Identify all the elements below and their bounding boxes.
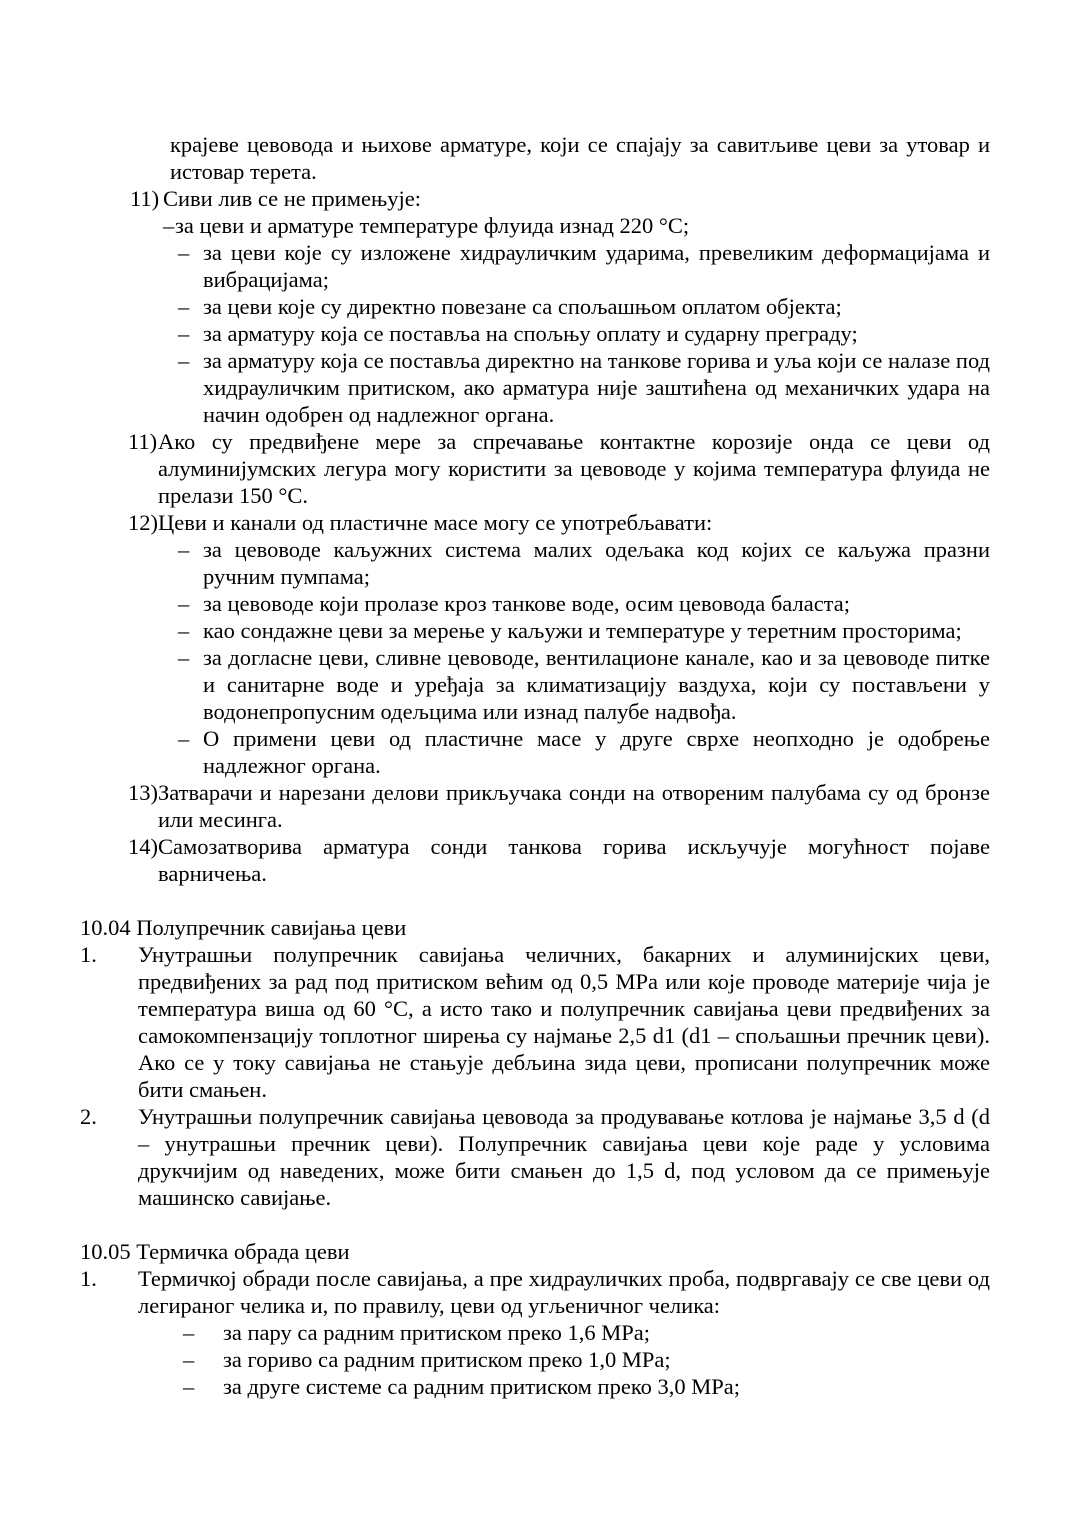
- item-text: за арматуру која се поставља на спољњу оплату и сударну преграду;: [203, 321, 858, 346]
- list-item-14-self-closing-fittings: [80, 833, 990, 887]
- sub-item-pipes-220c: [80, 212, 990, 239]
- paragraph-continuation: крајеве цевовода и њихове арматуре, који се спајају за савитљиве цеви за утовар и истовар терета.: [170, 132, 990, 184]
- item-text: Самозатворива арматура сонди танкова горива искључује могућност појаве варничења.: [158, 834, 990, 886]
- item-number: 2.: [80, 1104, 97, 1129]
- sub-item-sounding-pipes: [80, 617, 990, 644]
- item-text: Ако су предвиђене мере за спречавање контактне корозије онда се цеви од алуминијумских легура могу користити за цевоводе у којима температура флуида не прелази 150 °C.: [158, 429, 990, 508]
- sub-item-hydraulic-shocks: [80, 239, 990, 293]
- item-text: О примени цеви од пластичне масе у друге сврхе неопходно је одобрење надлежног органа.: [203, 726, 990, 778]
- item-text: као сондажне цеви за мерење у каљужи и температуре у теретним просторима;: [203, 618, 962, 643]
- item-text: за цеви које су изложене хидрауличким ударима, превеликим деформацијама и вибрацијама;: [203, 240, 990, 292]
- item-number: 14): [128, 834, 158, 859]
- item-text: за цеви које су директно повезане са спољашњом оплатом објекта;: [203, 294, 842, 319]
- item-number: 12): [128, 510, 158, 535]
- dash-marker: –: [178, 321, 190, 346]
- item-number: 11): [130, 186, 160, 211]
- list-item-11-gray-cast-iron: [80, 185, 990, 212]
- list-item-12-plastic-pipes: [80, 509, 990, 536]
- dash-marker: –: [183, 1374, 195, 1399]
- item-number: 13): [128, 780, 158, 805]
- sub-item-other-systems-pressure: [80, 1373, 990, 1400]
- item-text: за догласне цеви, сливне цевоводе, вентилационе канале, као и за цевоводе питке и санитарне воде и уређаја за климатизацију ваздуха, који су постављени у водонепропусним одељцима или изнад палубе надвођа.: [203, 645, 990, 724]
- sub-item-water-tanks: [80, 590, 990, 617]
- item-text: за цевоводе који пролазе кроз танкове воде, осим цевовода баласта;: [203, 591, 851, 616]
- item-text: Унутрашњи полупречник савијања челичних, бакарних и алуминијских цеви, предвиђених за рад под притиском већим од 0,5 MPa или које проводе материје чија је температура виша од 60 °C, а исто тако и полупречник савијања цеви предвиђених за самокомпензацију топлотног ширења су најмање 2,5 d1 (d1 – спољашњи пречник цеви). Ако се у току савијања не стањује дебљина зида цеви, прописани полупречник може бити смањен.: [138, 942, 990, 1102]
- sub-item-fuel-pressure: [80, 1346, 990, 1373]
- dash-marker: –: [178, 240, 190, 265]
- item-number: 11): [128, 429, 158, 454]
- page-content: [80, 131, 990, 1400]
- item-text: Цеви и канали од пластичне масе могу се употребљавати:: [158, 510, 713, 535]
- item-text: за друге системе са радним притиском преко 3,0 MPa;: [223, 1374, 740, 1399]
- sub-item-steam-pressure: [80, 1319, 990, 1346]
- item-text: за гориво са радним притиском преко 1,0 MPa;: [223, 1347, 671, 1372]
- section-heading-10-04: 10.04 Полупречник савијања цеви: [80, 915, 407, 940]
- item-text: Унутрашњи полупречник савијања цевовода за продувавање котлова је најмање 3,5 d (d – унутрашњи пречник цеви). Полупречник савијања цеви које раде у условима друкчијим од наведених, може бити смањен до 1,5 d, под условом да се примењује машинско савијање.: [138, 1104, 990, 1210]
- section-10-04-item-2: [80, 1103, 990, 1211]
- dash-marker: –: [178, 348, 190, 373]
- dash-marker: –: [178, 726, 190, 751]
- sub-item-other-uses-approval: [80, 725, 990, 779]
- dash-marker: –: [178, 294, 190, 319]
- section-10-04-item-1: [80, 941, 990, 1103]
- dash-marker: –: [163, 213, 175, 238]
- sub-item-bilge-systems: [80, 536, 990, 590]
- item-text: за цевоводе каљужних система малих одељака код којих се каљужа празни ручним пумпама;: [203, 537, 990, 589]
- item-number: 1.: [80, 942, 97, 967]
- item-text: Термичкој обради после савијања, а пре хидрауличких проба, подвргавају се све цеви од легираног челика и, по правилу, цеви од угљеничног челика:: [138, 1266, 990, 1318]
- sub-item-collision-bulkhead: [80, 320, 990, 347]
- section-heading-10-05: 10.05 Термичка обрада цеви: [80, 1239, 350, 1264]
- dash-marker: –: [183, 1347, 195, 1372]
- sub-item-outer-plating: [80, 293, 990, 320]
- item-number: 1.: [80, 1266, 97, 1291]
- list-item-13-bronze-brass: [80, 779, 990, 833]
- item-text: Сиви лив се не примењује:: [163, 186, 421, 211]
- section-10-05-item-1: [80, 1265, 990, 1319]
- item-text: за цеви и арматуре температуре флуида изнад 220 °C;: [175, 213, 690, 238]
- dash-marker: –: [178, 645, 190, 670]
- item-text: Затварачи и нарезани делови прикључака сонди на отвореним палубама су од бронзе или месинга.: [158, 780, 990, 832]
- item-text: за пару са радним притиском преко 1,6 MPa;: [223, 1320, 650, 1345]
- item-text: за арматуру која се поставља директно на танкове горива и уља који се налазе под хидрауличким притиском, ако арматура није заштићена од механичких удара на начин одобрен од надлежног органа.: [203, 348, 990, 427]
- dash-marker: –: [183, 1320, 195, 1345]
- list-item-11-aluminium-alloys: [80, 428, 990, 509]
- dash-marker: –: [178, 591, 190, 616]
- dash-marker: –: [178, 618, 190, 643]
- sub-item-fuel-oil-tanks: [80, 347, 990, 428]
- dash-marker: –: [178, 537, 190, 562]
- sub-item-vent-pipes: [80, 644, 990, 725]
